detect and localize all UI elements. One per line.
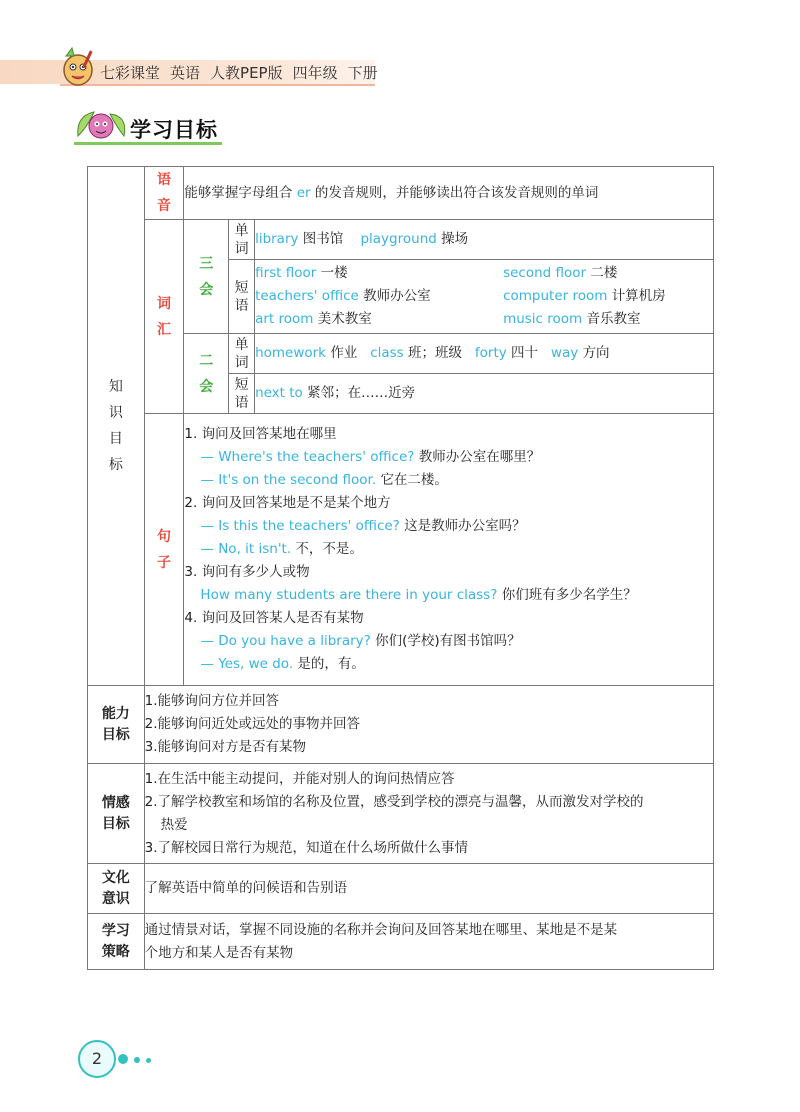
section-title: 学习目标 (130, 118, 218, 142)
ability-row (88, 686, 714, 764)
pronunciation-label: 语 音 (144, 167, 184, 220)
decor-dot (134, 1057, 140, 1063)
words-label: 单 词 (229, 334, 255, 374)
sanhui-phrases: first floor 一楼 second floor 二楼 teachers' office 教师办公室 computer room 计算机房 art room 美术教室 music room 音乐教室 (255, 260, 714, 334)
sentence-item: 2. 询问及回答某地是不是某个地方 (184, 495, 391, 511)
sentences-list: 1. 询问及回答某地在哪里 — Where's the teachers' office? 教师办公室在哪里？ — It's on the second floor. 它在二楼。 2. 询问及回答某地是不是某个地方 — Is this the teachers' office? 这是教师办公室吗？ — No, it isn't. 不，不是。 3. 询问有多少人或物 How many students are there in your class? 你们班有多少名学生？ 4. 询问及回答某人是否有某物 — Do you have a library? 你们(学校)有图书馆吗？ — Yes, we do. 是的，有。 (184, 414, 714, 686)
phrases-label: 短 语 (229, 260, 255, 334)
emotion-label: 情感 目标 (88, 764, 145, 864)
emotion-row (88, 764, 714, 864)
erhui-phrases: next to 紧邻；在……近旁 (255, 374, 714, 414)
header-volume: 下册 (347, 64, 378, 82)
header-text (100, 62, 388, 83)
decor-dot (118, 1054, 128, 1064)
culture-row (88, 864, 714, 914)
sentences-label: 句 子 (144, 414, 184, 686)
sentence-item: 1. 询问及回答某地在哪里 (184, 426, 337, 442)
ability-list: 1.能够询问方位并回答 2.能够询问近处或远处的事物并回答 3.能够询问对方是否有某物 (144, 686, 713, 764)
mascot-icon (56, 44, 100, 88)
header-subject: 英语 (170, 64, 201, 82)
vocab-sanhui-words-row (88, 220, 714, 260)
emotion-list: 1.在生活中能主动提问，并能对别人的询问热情应答 2.了解学校教室和场馆的名称及位置，感受到学校的漂亮与温馨，从而激发对学校的 热爱 3.了解校园日常行为规范，知道在什么场所做什么事情 (144, 764, 713, 864)
ability-label: 能力 目标 (88, 686, 145, 764)
header-grade: 四年级 (292, 64, 338, 82)
culture-label: 文化 意识 (88, 864, 145, 914)
letter-combination: er (296, 184, 311, 201)
header-series: 七彩课堂 (100, 64, 161, 82)
header-rule (60, 84, 375, 86)
strategy-text: 通过情景对话，掌握不同设施的名称并会询问及回答某地在哪里、某地是不是某 个地方和某人是否有某物 (144, 914, 713, 970)
header-edition: 人教PEP版 (210, 64, 283, 82)
words-label: 单 词 (229, 220, 255, 260)
pronunciation-text: 能够掌握字母组合 er 的发音规则，并能够读出符合该发音规则的单词 (184, 167, 714, 220)
section-underline (74, 142, 222, 145)
strategy-row (88, 914, 714, 970)
decor-dot (146, 1058, 151, 1063)
erhui-label: 二 会 (184, 334, 229, 414)
culture-text: 了解英语中简单的问候语和告别语 (144, 864, 713, 914)
objectives-table (87, 166, 714, 970)
erhui-words: homework 作业 class 班；班级 forty 四十 way 方向 (255, 334, 714, 374)
sanhui-words: library 图书馆 playground 操场 (255, 220, 714, 260)
sentence-item: 4. 询问及回答某人是否有某物 (184, 610, 364, 626)
pronunciation-row (88, 167, 714, 220)
sentence-item: 3. 询问有多少人或物 (184, 564, 310, 580)
page-number: 2 (78, 1040, 116, 1078)
strategy-label: 学习 策略 (88, 914, 145, 970)
vocabulary-label: 词 汇 (144, 220, 184, 414)
sentences-row (88, 414, 714, 686)
phrases-label: 短 语 (229, 374, 255, 414)
leaf-character-icon (74, 106, 128, 146)
knowledge-label: 知 识 目 标 (88, 167, 145, 686)
sanhui-label: 三 会 (184, 220, 229, 334)
